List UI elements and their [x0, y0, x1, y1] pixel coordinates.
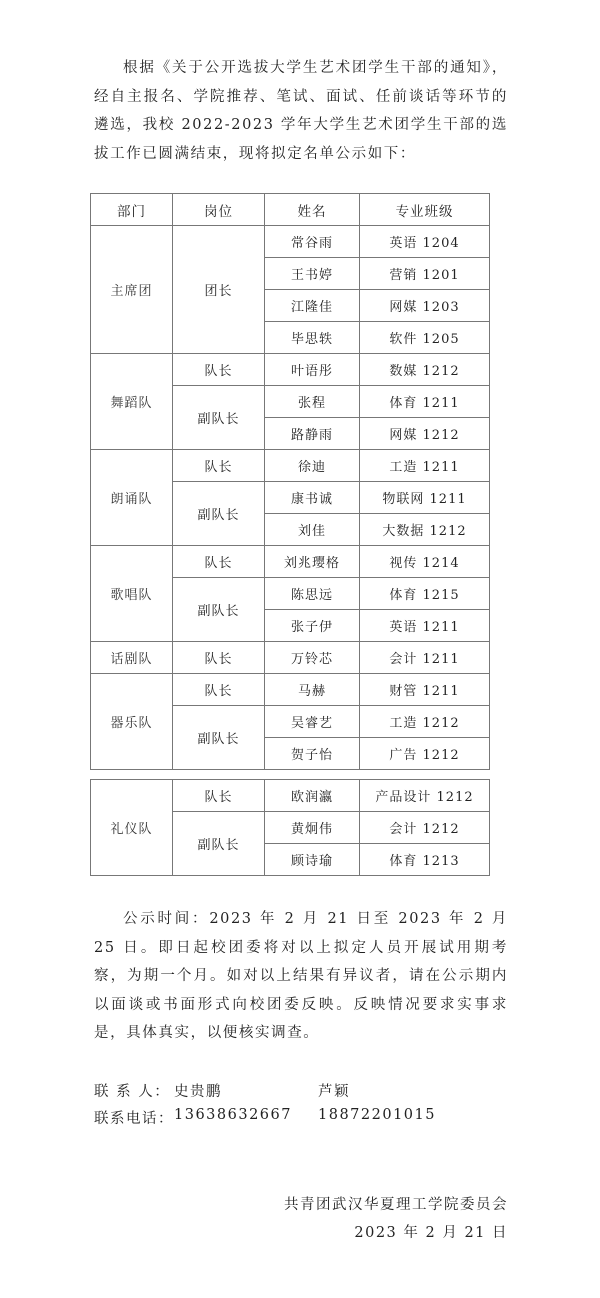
name-cell: 陈思远 — [265, 578, 360, 610]
department-cell: 主席团 — [91, 226, 173, 354]
department-cell: 礼仪队 — [91, 780, 173, 876]
major-class-cell: 英语 1204 — [360, 226, 490, 258]
position-cell: 队长 — [173, 546, 265, 578]
name-cell: 王书婷 — [265, 258, 360, 290]
position-cell: 副队长 — [173, 812, 265, 876]
contact-phone-label: 联系电话： — [94, 1111, 174, 1127]
major-class-cell: 网媒 1203 — [360, 290, 490, 322]
name-cell: 万铃芯 — [265, 642, 360, 674]
name-cell: 康书诚 — [265, 482, 360, 514]
name-cell: 叶语彤 — [265, 354, 360, 386]
name-cell: 吴睿艺 — [265, 706, 360, 738]
issue-date: 2023 年 2 月 21 日 — [354, 1225, 508, 1241]
position-cell: 队长 — [173, 674, 265, 706]
major-class-cell: 工造 1212 — [360, 706, 490, 738]
name-cell: 常谷雨 — [265, 226, 360, 258]
contact-person-2: 芦颖 — [318, 1084, 350, 1100]
name-cell: 刘兆璎格 — [265, 546, 360, 578]
contact-phone-1: 13638632667 — [174, 1107, 292, 1123]
position-cell: 团长 — [173, 226, 265, 354]
department-cell: 歌唱队 — [91, 546, 173, 642]
major-class-cell: 营销 1201 — [360, 258, 490, 290]
major-class-cell: 产品设计 1212 — [360, 780, 490, 812]
table-header-row — [91, 194, 490, 226]
position-cell: 副队长 — [173, 706, 265, 770]
header-position: 岗位 — [173, 194, 265, 226]
name-cell: 江隆佳 — [265, 290, 360, 322]
major-class-cell: 数媒 1212 — [360, 354, 490, 386]
name-cell: 欧润瀛 — [265, 780, 360, 812]
department-cell: 舞蹈队 — [91, 354, 173, 450]
major-class-cell: 工造 1211 — [360, 450, 490, 482]
table-row — [91, 674, 490, 706]
position-cell: 副队长 — [173, 578, 265, 642]
position-cell: 队长 — [173, 354, 265, 386]
name-cell: 毕思轶 — [265, 322, 360, 354]
position-cell: 队长 — [173, 450, 265, 482]
name-cell: 顾诗瑜 — [265, 844, 360, 876]
notice-text: 公示时间：2023 年 2 月 21 日至 2023 年 2 月 25 日。即日起校团委将对以上拟定人员开展试用期考察，为期一个月。如对以上结果有异议者，请在公示期内以面谈或书面形式向校团委反映。反映情况要求实事求是，具体真实，以便核实调查。 — [94, 911, 508, 1041]
position-cell: 队长 — [173, 642, 265, 674]
contact-person-1: 史贵鹏 — [174, 1084, 222, 1100]
name-cell: 刘佳 — [265, 514, 360, 546]
roster-table-body — [91, 780, 490, 876]
name-cell: 黄炯伟 — [265, 812, 360, 844]
position-cell: 队长 — [173, 780, 265, 812]
table-row — [91, 780, 490, 812]
name-cell: 马赫 — [265, 674, 360, 706]
name-cell: 张子伊 — [265, 610, 360, 642]
name-cell: 徐迪 — [265, 450, 360, 482]
table-row — [91, 354, 490, 386]
major-class-cell: 会计 1211 — [360, 642, 490, 674]
contact-phone-2: 18872201015 — [318, 1107, 436, 1123]
major-class-cell: 体育 1211 — [360, 386, 490, 418]
header-department: 部门 — [91, 194, 173, 226]
name-cell: 张程 — [265, 386, 360, 418]
contact-person-label: 联 系 人： — [94, 1084, 171, 1100]
major-class-cell: 会计 1212 — [360, 812, 490, 844]
department-cell: 朗诵队 — [91, 450, 173, 546]
header-name: 姓名 — [265, 194, 360, 226]
position-cell: 副队长 — [173, 482, 265, 546]
major-class-cell: 物联网 1211 — [360, 482, 490, 514]
table-row — [91, 226, 490, 258]
major-class-cell: 体育 1215 — [360, 578, 490, 610]
major-class-cell: 广告 1212 — [360, 738, 490, 770]
roster-table-continued — [90, 779, 490, 876]
major-class-cell: 软件 1205 — [360, 322, 490, 354]
table-row — [91, 642, 490, 674]
name-cell: 贺子怡 — [265, 738, 360, 770]
major-class-cell: 视传 1214 — [360, 546, 490, 578]
major-class-cell: 财管 1211 — [360, 674, 490, 706]
intro-text: 根据《关于公开选拔大学生艺术团学生干部的通知》，经自主报名、学院推荐、笔试、面试、任前谈话等环节的遴选，我校 2022-2023 学年大学生艺术团学生干部的选拔工作已圆满结束，现将拟定名单公示如下： — [94, 60, 508, 162]
notice-paragraph — [94, 905, 508, 1048]
department-cell: 器乐队 — [91, 674, 173, 770]
roster-table-body — [91, 226, 490, 770]
issuing-organization: 共青团武汉华夏理工学院委员会 — [284, 1197, 508, 1213]
header-major-class: 专业班级 — [360, 194, 490, 226]
major-class-cell: 体育 1213 — [360, 844, 490, 876]
major-class-cell: 英语 1211 — [360, 610, 490, 642]
name-cell: 路静雨 — [265, 418, 360, 450]
table-row — [91, 450, 490, 482]
position-cell: 副队长 — [173, 386, 265, 450]
major-class-cell: 大数据 1212 — [360, 514, 490, 546]
intro-paragraph — [94, 54, 508, 168]
roster-table — [90, 193, 490, 770]
table-row — [91, 546, 490, 578]
department-cell: 话剧队 — [91, 642, 173, 674]
major-class-cell: 网媒 1212 — [360, 418, 490, 450]
